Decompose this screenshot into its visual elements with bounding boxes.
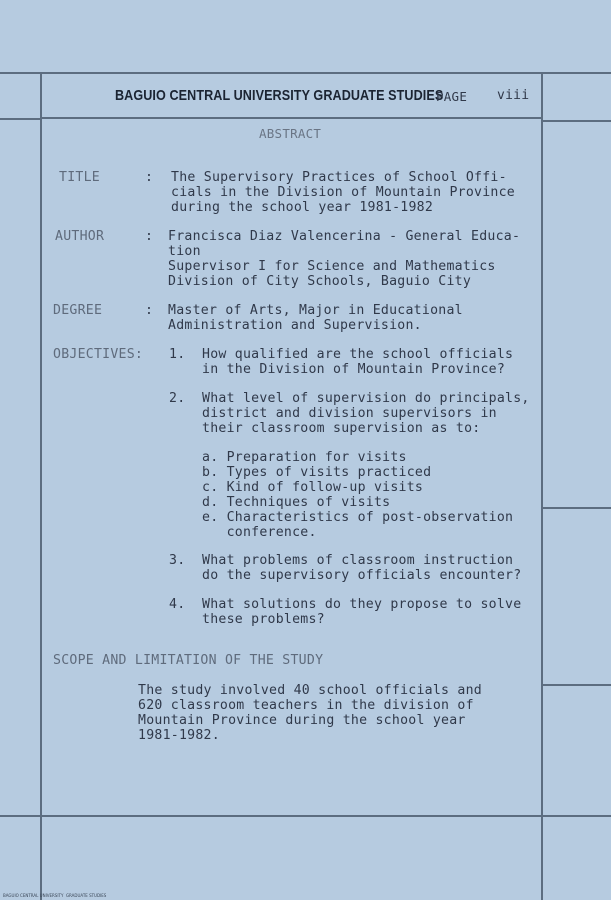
left-vertical-rule: [40, 72, 42, 900]
degree-separator: :: [145, 303, 154, 318]
degree-line: Administration and Supervision.: [168, 318, 422, 333]
author-separator: :: [145, 229, 154, 244]
objective-line: these problems?: [202, 612, 325, 627]
author-label: AUTHOR: [55, 229, 105, 244]
objective-subitem: c. Kind of follow-up visits: [202, 480, 424, 495]
objective-number: 2.: [169, 391, 186, 406]
left-margin-rule: [0, 118, 40, 120]
objective-line: do the supervisory officials encounter?: [202, 568, 522, 583]
objective-line: What problems of classroom instruction: [202, 553, 514, 568]
abstract-heading: ABSTRACT: [259, 126, 322, 141]
scope-line: 1981-1982.: [138, 728, 220, 743]
scope-line: 620 classroom teachers in the division of: [138, 698, 474, 713]
right-margin-rule-mid: [543, 507, 611, 509]
objective-line: district and division supervisors in: [202, 406, 497, 421]
objective-line: What solutions do they propose to solve: [202, 597, 522, 612]
scope-line: Mountain Province during the school year: [138, 713, 466, 728]
right-margin-rule-top: [543, 120, 611, 122]
objective-subitem: a. Preparation for visits: [202, 450, 407, 465]
title-line: The Supervisory Practices of School Offi-: [171, 170, 507, 185]
title-separator: :: [145, 170, 154, 185]
objective-subitem: d. Techniques of visits: [202, 495, 391, 510]
objective-line: in the Division of Mountain Province?: [202, 362, 506, 377]
title-line: during the school year 1981-1982: [171, 200, 434, 215]
header-bottom-rule: [40, 117, 541, 119]
author-line: tion: [168, 244, 201, 259]
right-margin-rule-low: [543, 684, 611, 686]
right-vertical-rule: [541, 72, 543, 900]
bottom-rule: [0, 815, 611, 817]
top-rule: [0, 72, 611, 74]
university-title: BAGUIO CENTRAL UNIVERSITY GRADUATE STUDIES: [115, 87, 444, 104]
objectives-label: OBJECTIVES:: [53, 347, 144, 362]
objective-line: What level of supervision do principals,: [202, 391, 530, 406]
objective-number: 1.: [169, 347, 186, 362]
objective-number: 4.: [169, 597, 186, 612]
degree-line: Master of Arts, Major in Educational: [168, 303, 463, 318]
objective-subitem: b. Types of visits practiced: [202, 465, 432, 480]
objective-line: How qualified are the school officials: [202, 347, 514, 362]
degree-label: DEGREE: [53, 303, 103, 318]
scope-heading: SCOPE AND LIMITATION OF THE STUDY: [53, 653, 324, 668]
objective-subitem: e. Characteristics of post-observation: [202, 510, 514, 525]
scope-line: The study involved 40 school officials and: [138, 683, 482, 698]
page-label: PAGE: [436, 89, 468, 104]
objective-number: 3.: [169, 553, 186, 568]
author-line: Francisca Diaz Valencerina - General Educa-: [168, 229, 521, 244]
footer-mark: BAGUIO CENTRAL UNIVERSITY GRADUATE STUDIES: [3, 893, 107, 898]
objective-line: their classroom supervision as to:: [202, 421, 481, 436]
objective-subitem: conference.: [202, 525, 317, 540]
author-line: Supervisor I for Science and Mathematics: [168, 259, 496, 274]
title-line: cials in the Division of Mountain Province: [171, 185, 515, 200]
page-number: viii: [497, 88, 530, 103]
title-label: TITLE: [59, 170, 100, 185]
author-line: Division of City Schools, Baguio City: [168, 274, 472, 289]
